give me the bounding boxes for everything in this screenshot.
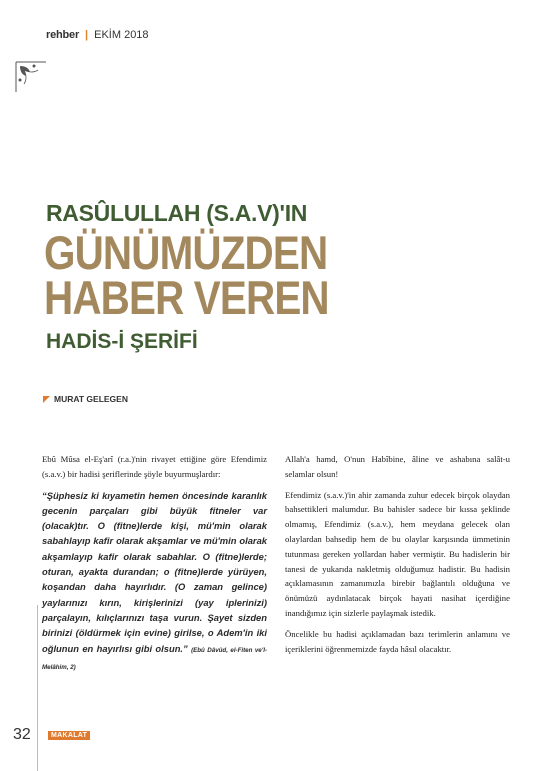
- intro-paragraph: Ebû Mûsa el-Eş'arî (r.a.)'nin rivayet ettiğine göre Efendimiz (s.a.v.) bir hadisi şeriflerinde şöyle buyurmuşlardır:: [42, 454, 267, 479]
- title-line-4: HADİS-İ ŞERİFİ: [46, 330, 198, 353]
- title-line-1: RASÛLULLAH (S.A.V)'IN: [46, 200, 308, 226]
- title-line-3: HABER VEREN: [44, 271, 329, 324]
- paragraph-2: Efendimiz (s.a.v.)'in ahir zamanda zuhur edecek birçok olaydan bahsettikleri malumdur. Bu bahisler sadece bir kıssa şeklinde olmamış, Efendimiz (s.a.v.), hem meydana gelecek olan olaylardan bahsedip hem de bu olaylar karşısında ümmetinin tutunması gereken yollardan haber vermiştir. Bu hadislerin bir tanesi de yukarıda nakletmiş olduğumuz hadistir. Bu hadisin açıklamasının zamanımızla birebir bağlantılı olduğuna ve önümüzü aydınlatacak birçok hayati nasihat içerdiğine inandığımız için sizlerle paylaşmak istedik.: [285, 489, 510, 618]
- magazine-header: [46, 29, 149, 41]
- author-name: MURAT GELEGEN: [54, 394, 128, 404]
- paragraph-1: Allah'a hamd, O'nun Habîbine, âline ve ashabına salât-u selamlar olsun!: [285, 454, 510, 479]
- quote-text: “Şüphesiz ki kıyametin hemen öncesinde karanlık gecenin parçaları gibi büyük fitneler var (olacak)tır. O (fitne)lerde kişi, mü'min olarak sabahlayıp kafir olarak akşamlar ve mü'min olarak akşamlayıp kafir olarak sabahlar. O (fitne)lerde; oturan, ayakta durandan; o (fitne)lerde yürüyen, koşandan daha hayırlıdır. (O zaman gelince) yaylarınızı kırın, kirişlerinizi (yay iplerinizi) parçalayın, kılıçlarınızı taşa vurun. Şayet sizden birinizi (öldürmek için evine) girilse, o Adem'in iki oğlunun en hayırlısı gibi olsun.”: [42, 489, 267, 654]
- issue-date: EKİM 2018: [94, 29, 149, 41]
- article-column-right: [285, 452, 510, 662]
- hadith-quote: [42, 488, 267, 676]
- corner-ornament-icon: [14, 60, 48, 94]
- margin-rule: [37, 605, 38, 771]
- author-byline: [43, 394, 128, 404]
- title-line-2: GÜNÜMÜZDEN: [44, 226, 328, 279]
- magazine-name: rehber: [46, 29, 80, 41]
- main-title: [44, 226, 329, 324]
- quote-citation: (Ebû Dâvûd, el-Fiten ve'l-Melâhim, 2): [42, 646, 267, 671]
- header-separator: |: [85, 29, 89, 41]
- article-column-left: [42, 452, 267, 681]
- byline-triangle-icon: [43, 396, 50, 403]
- page-number: 32: [13, 726, 31, 743]
- paragraph-3: Öncelikle bu hadisi açıklamadan bazı terimlerin anlamını ve içeriklerini öğrenmemizde fayda hâsıl olacaktır.: [285, 628, 510, 654]
- section-tag: MAKALAT: [48, 731, 90, 740]
